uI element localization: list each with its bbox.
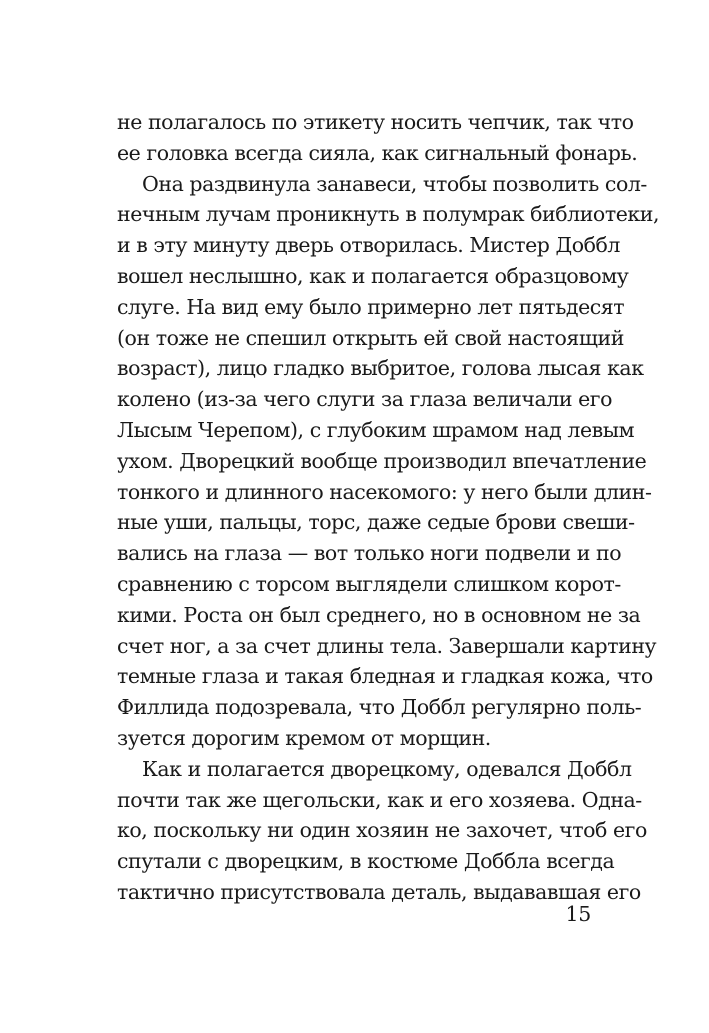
- text-line: счет ног, а за счет длины тела. Завершали картину: [117, 633, 657, 658]
- text-line: ко, поскольку ни один хозяин не захочет, чтоб его: [117, 818, 647, 843]
- text-line: слуге. На вид ему было примерно лет пятьдесят: [117, 294, 625, 319]
- text-line: не полагалось по этикету носить чепчик, так что: [117, 110, 634, 134]
- text-line: колено (из-за чего слуги за глаза величали его: [117, 387, 612, 412]
- body-text: [117, 107, 660, 908]
- text-line: ухом. Дворецкий вообще производил впечатление: [117, 448, 647, 473]
- text-line: (он тоже не спешил открыть ей свой настоящий: [117, 325, 624, 350]
- text-line: вошел неслышно, как и полагается образцовому: [117, 263, 629, 288]
- text-line: зуется дорогим кремом от морщин.: [117, 725, 491, 750]
- paragraph: [117, 107, 638, 169]
- text-line: тактично присутствовала деталь, выдававшая его: [117, 879, 641, 904]
- text-line: кими. Роста он был среднего, но в основном не за: [117, 602, 641, 627]
- text-line: Она раздвинула занавеси, чтобы позволить сол-: [142, 171, 647, 196]
- text-line: сравнению с торсом выглядели слишком корот-: [117, 571, 621, 596]
- text-line: вались на глаза — вот только ноги подвели и по: [117, 541, 622, 566]
- text-line: тонкого и длинного насекомого: у него были длин-: [117, 479, 652, 504]
- text-line: спутали с дворецким, в костюме Доббла всегда: [117, 849, 615, 874]
- text-line: Лысым Черепом), с глубоким шрамом над левым: [117, 417, 635, 442]
- text-line: почти так же щегольски, как и его хозяева. Одна-: [117, 787, 642, 812]
- text-line: и в эту минуту дверь отворилась. Мистер Доббл: [117, 233, 620, 258]
- text-line: темные глаза и такая бледная и гладкая кожа, что: [117, 664, 653, 689]
- paragraph: [117, 169, 660, 754]
- text-line: Филлида подозревала, что Доббл регулярно поль-: [117, 695, 642, 720]
- text-line: ее головка всегда сияла, как сигнальный фонарь.: [117, 140, 638, 165]
- text-line: возраст), лицо гладко выбритое, голова лысая как: [117, 356, 644, 381]
- text-line: ные уши, пальцы, торс, даже седые брови свеши-: [117, 510, 635, 535]
- paragraph: [117, 754, 647, 908]
- text-line: Как и полагается дворецкому, одевался Доббл: [142, 756, 632, 781]
- text-line: нечным лучам проникнуть в полумрак библиотеки,: [117, 202, 660, 227]
- page-number: 15: [565, 902, 591, 926]
